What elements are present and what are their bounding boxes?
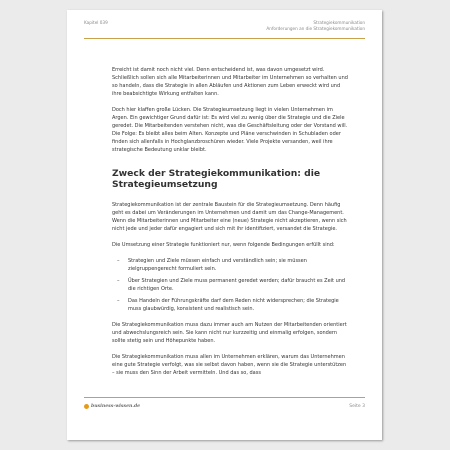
page-header <box>84 20 365 39</box>
paragraph: Die Strategiekommunikation muss allen im Unternehmen erklären, warum das Unternehmen eine gute Strategie verfolgt, was sie selbst davon haben, wenn sie die Strategie unterstützen – sie muss den Sinn der Arbeit vermitteln. Und das so, dass <box>112 354 347 376</box>
paragraph: Die Strategiekommunikation muss dazu immer auch am Nutzen der Mitarbeitenden orientiert und abwechslungsreich sein. Sie kann nicht nur kurzzeitig und einmalig erfolgen, sondern sollte stetig sein und Höhepunkte haben. <box>112 322 347 344</box>
logo-text: business-wissen.de <box>91 404 141 409</box>
page-footer <box>84 397 365 412</box>
section-title: Strategiekommunikation <box>313 20 365 25</box>
business-wissen-logo <box>84 404 140 409</box>
list-item: – Das Handeln der Führungskräfte darf dem Reden nicht widersprechen; die Strategie muss glaubwürdig, konsistent und realistisch sein. <box>128 297 350 313</box>
header-titles <box>266 20 365 31</box>
section-heading: Zweck der Strategiekommunikation: die Strategieumsetzung <box>112 168 321 190</box>
page-body <box>112 66 350 385</box>
subsection-title: Anforderungen an die Strategiekommunikation <box>266 25 365 31</box>
chapter-label: Kapitel 039 <box>84 20 108 25</box>
paragraph: Doch hier klaffen große Lücken. Die Strategieumsetzung liegt in vielen Unternehmen im Argen. Ein gewichtiger Grund dafür ist: Es wird viel zu wenig über die Strategie und die Ziele geredet. Die Mitarbeitenden verstehen nicht, was die Geschäftsleitung oder der Vorstand will. Die Folge: Es bleibt alles beim Alten. Konzepte und Pläne verschwinden in Schubladen oder finden sich allenfalls in Hochglanzbroschüren wieder. Viele Projekte versanden, weil ihre strategische Bedeutung unklar bleibt. <box>112 107 348 153</box>
list-item: – Strategien und Ziele müssen einfach und verständlich sein; sie müssen zielgruppengerecht formuliert sein. <box>128 257 350 273</box>
paragraph: Strategiekommunikation ist der zentrale Baustein für die Strategieumsetzung. Denn häufig geht es dabei um Veränderungen im Unternehmen und damit um das Change-Management. Wenn die Mitarbeiterinnen und Mitarbeiter eine (neue) Strategie nicht akzeptieren, wenn sich nicht jede und jeder dafür engagiert und sich mit ihr identifiziert, versandet die Strategie. <box>112 202 347 232</box>
page-number: Seite 3 <box>349 404 365 409</box>
list-item: – Über Strategien und Ziele muss permanent geredet werden; dafür braucht es Zeit und die richtigen Orte. <box>128 277 350 293</box>
document-page <box>67 10 382 440</box>
paragraph: Erreicht ist damit noch nicht viel. Denn entscheidend ist, was davon umgesetzt wird. Schließlich sollen sich alle Mitarbeiterinnen und Mitarbeiter im Unternehmen so verhalten und so handeln, dass die Strategie in allen Abläufen und Aktionen zum Leben erweckt wird und ihre beabsichtigte Wirkung entfalten kann. <box>112 67 348 97</box>
conditions-list <box>112 257 350 313</box>
logo-dot-icon <box>84 404 89 409</box>
paragraph: Die Umsetzung einer Strategie funktioniert nur, wenn folgende Bedingungen erfüllt sind: <box>112 242 335 248</box>
